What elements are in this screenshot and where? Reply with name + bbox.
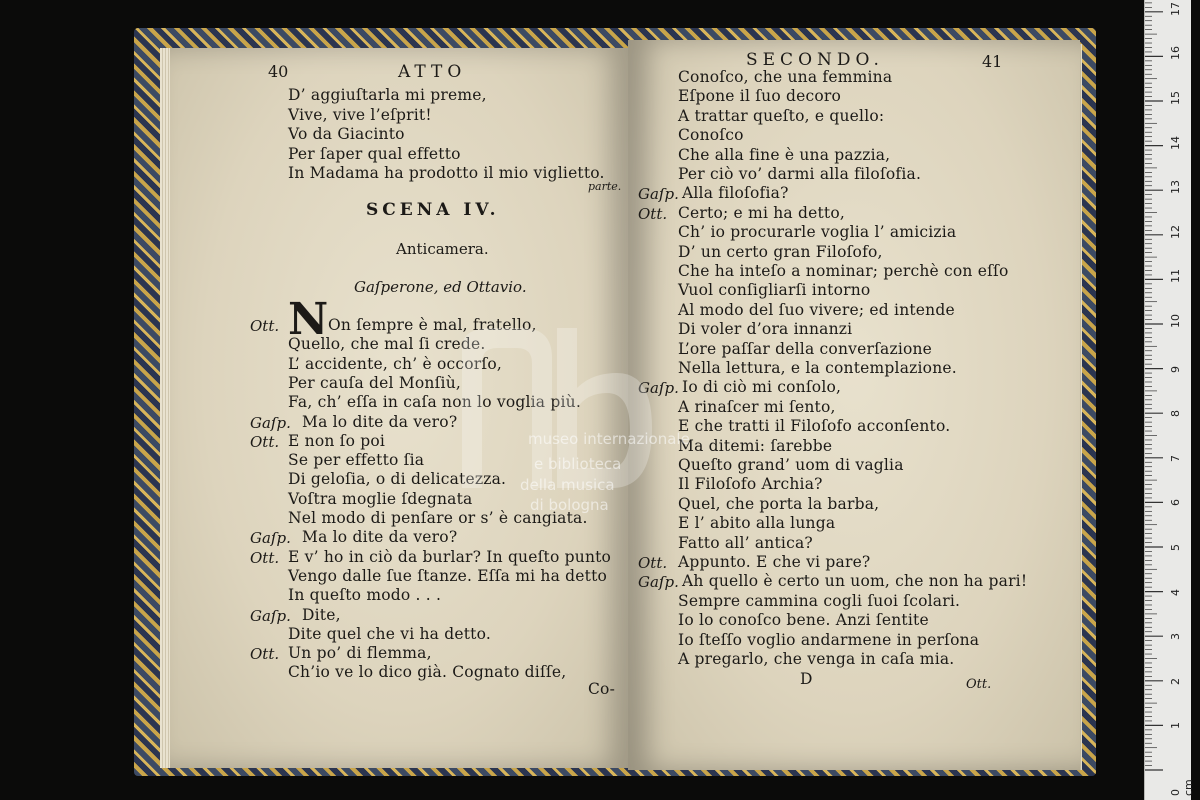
dialogue-line: Io ſteſſo voglio andarmene in perſona xyxy=(678,630,980,649)
dialogue-line: Dite, xyxy=(302,605,341,624)
ruler-number: 7 xyxy=(1169,454,1182,462)
dialogue-line: Che alla fine è una pazzia, xyxy=(678,145,891,164)
dialogue-line: Quello, che mal ſi crede. xyxy=(288,335,486,354)
scene-characters: Gaſperone, ed Ottavio. xyxy=(354,278,527,296)
dialogue-line: Fatto all’ antica? xyxy=(678,533,813,552)
dialogue-line: A trattar queſto, e quello: xyxy=(678,106,885,125)
dialogue-line: Io di ciò mi conſolo, xyxy=(682,378,842,397)
watermark-text: di bologna xyxy=(530,496,609,514)
dialogue-line: Nel modo di penſare or s’ è cangiata. xyxy=(288,509,588,527)
dialogue-line: Per ciò vo’ darmi alla filoſofia. xyxy=(678,165,922,183)
dialogue-line: Ch’ io procurarle voglia l’ amicizia xyxy=(678,223,957,242)
watermark-text: della musica xyxy=(520,476,615,494)
dialogue-line: Di geloſia, o di delicatezza. xyxy=(288,470,507,489)
dialogue-line: A pregarlo, che venga in caſa mia. xyxy=(678,650,955,668)
dialogue-line: L’ accidente, ch’ è occorſo, xyxy=(288,354,502,373)
verse-line: D’ aggiuſtarla mi preme, xyxy=(288,86,487,104)
dialogue-line: Nella lettura, e la contemplazione. xyxy=(678,359,957,377)
dialogue-line: Conoſco xyxy=(678,126,744,145)
page-number: 40 xyxy=(268,62,289,81)
ruler-unit: 0 cm xyxy=(1169,779,1195,796)
speaker-label: Gaſp. xyxy=(638,573,679,592)
dialogue-line: Appunto. E che vi pare? xyxy=(678,553,871,571)
catchword: Ott. xyxy=(966,677,992,692)
dialogue-line: Se per effetto ſia xyxy=(288,451,425,470)
dialogue-line: Un po’ di flemma, xyxy=(288,644,432,663)
dialogue-line: Conoſco, che una femmina xyxy=(678,68,893,86)
measurement-ruler xyxy=(1144,0,1195,800)
dialogue-line: Ma lo dite da vero? xyxy=(302,412,458,431)
verse-line: Per ſaper qual effetto xyxy=(288,144,461,163)
dialogue-line: Al modo del ſuo vivere; ed intende xyxy=(678,300,955,319)
ruler-number: 5 xyxy=(1169,544,1182,551)
dialogue-line: Eſpone il ſuo decoro xyxy=(678,87,842,106)
verse-line: Vo da Giacinto xyxy=(288,125,405,143)
page-number: 41 xyxy=(982,52,1003,71)
dialogue-line: Voſtra moglie ſdegnata xyxy=(288,489,473,508)
speaker-label: Gaſp. xyxy=(250,413,291,432)
right-page xyxy=(628,40,1080,770)
scene-title: SCENA IV. xyxy=(366,200,500,220)
speaker-label: Ott. xyxy=(638,554,668,572)
speaker-label: Gaſp. xyxy=(638,379,679,398)
dialogue-line: Il Filoſofo Archia? xyxy=(678,475,823,494)
dialogue-line: Ma ditemi: ſarebbe xyxy=(678,436,833,455)
speaker-label: Ott. xyxy=(250,645,280,664)
verse-line: Vive, vive l’eſprit! xyxy=(288,105,432,124)
dialogue-line: Di voler d’ora innanzi xyxy=(678,320,853,339)
ruler-number: 6 xyxy=(1169,499,1182,507)
dialogue-line: Ah quello è certo un uom, che non ha pari! xyxy=(682,572,1028,591)
dialogue-line: E non ſo poi xyxy=(288,431,386,450)
ruler-number: 3 xyxy=(1169,633,1182,641)
ruler-number: 17 xyxy=(1169,1,1182,16)
exit-note: parte. xyxy=(588,180,622,193)
dialogue-line: D’ un certo gran Filoſofo, xyxy=(678,242,883,261)
dialogue-line: On ſempre è mal, fratello, xyxy=(328,316,537,334)
dialogue-line: Certo; e mi ha detto, xyxy=(678,203,845,222)
dialogue-line: Ch’io ve lo dico già. Cognato diſſe, xyxy=(288,663,567,682)
ruler-number: 4 xyxy=(1169,588,1182,596)
speaker-label: Gaſp. xyxy=(638,185,679,204)
dialogue-line: Quel, che porta la barba, xyxy=(678,494,880,513)
dialogue-line: Per cauſa del Monſiù, xyxy=(288,373,462,392)
ruler-number: 13 xyxy=(1169,180,1182,195)
dialogue-line: L’ore paſſar della converſazione xyxy=(678,339,933,358)
dialogue-line: Che ha inteſo a nominar; perchè con eſſo xyxy=(678,262,1009,280)
speaker-label: Ott. xyxy=(638,204,668,223)
watermark-text: museo internazionale xyxy=(528,430,690,448)
speaker-label: Ott. xyxy=(250,317,280,335)
catchword: Co- xyxy=(588,680,616,698)
speaker-label: Gaſp. xyxy=(250,529,291,548)
dialogue-line: E v’ ho in ciò da burlar? In queſto punto xyxy=(288,547,612,566)
watermark-text: e biblioteca xyxy=(534,455,622,473)
ruler-number: 9 xyxy=(1169,365,1182,373)
dialogue-line: In queſto modo . . . xyxy=(288,586,442,605)
dialogue-line: Queſto grand’ uom di vaglia xyxy=(678,456,904,474)
ruler-number: 1 xyxy=(1169,722,1182,730)
dialogue-line: Alla filoſofia? xyxy=(682,184,789,203)
ruler-number: 12 xyxy=(1169,224,1182,239)
drop-cap: N xyxy=(288,294,329,345)
ruler-number: 16 xyxy=(1169,46,1182,61)
ruler-number: 11 xyxy=(1169,269,1182,284)
speaker-label: Ott. xyxy=(250,548,280,567)
dialogue-line: Dite quel che vi ha detto. xyxy=(288,624,491,643)
scene-location: Anticamera. xyxy=(396,240,489,258)
running-head: ATTO xyxy=(398,62,467,82)
dialogue-line: Io lo conoſco bene. Anzi ſentite xyxy=(678,611,929,630)
signature-mark: D xyxy=(800,670,813,688)
running-head: SECONDO. xyxy=(746,50,884,70)
dialogue-line: Vengo dalle ſue ſtanze. Eſſa mi ha detto xyxy=(288,566,608,585)
dialogue-line: E l’ abito alla lunga xyxy=(678,514,836,533)
dialogue-line: Ma lo dite da vero? xyxy=(302,528,458,547)
speaker-label: Ott. xyxy=(250,432,280,451)
dialogue-line: Vuol conſigliarſi intorno xyxy=(678,281,871,300)
ruler-number: 14 xyxy=(1169,135,1182,150)
ruler-number: 8 xyxy=(1169,410,1182,418)
ruler-number: 10 xyxy=(1169,314,1182,328)
ruler-number: 15 xyxy=(1169,91,1182,105)
ruler-number: 2 xyxy=(1169,677,1182,685)
verse-line: In Madama ha prodotto il mio viglietto. xyxy=(288,164,605,182)
dialogue-line: Fa, ch’ eſſa in caſa non lo voglia più. xyxy=(288,393,581,412)
speaker-label: Gaſp. xyxy=(250,606,291,625)
dialogue-line: E che tratti il Filoſofo acconſento. xyxy=(678,417,951,436)
dialogue-line: Sempre cammina cogli ſuoi ſcolari. xyxy=(678,591,961,610)
dialogue-line: A rinaſcer mi ſento, xyxy=(678,397,836,416)
